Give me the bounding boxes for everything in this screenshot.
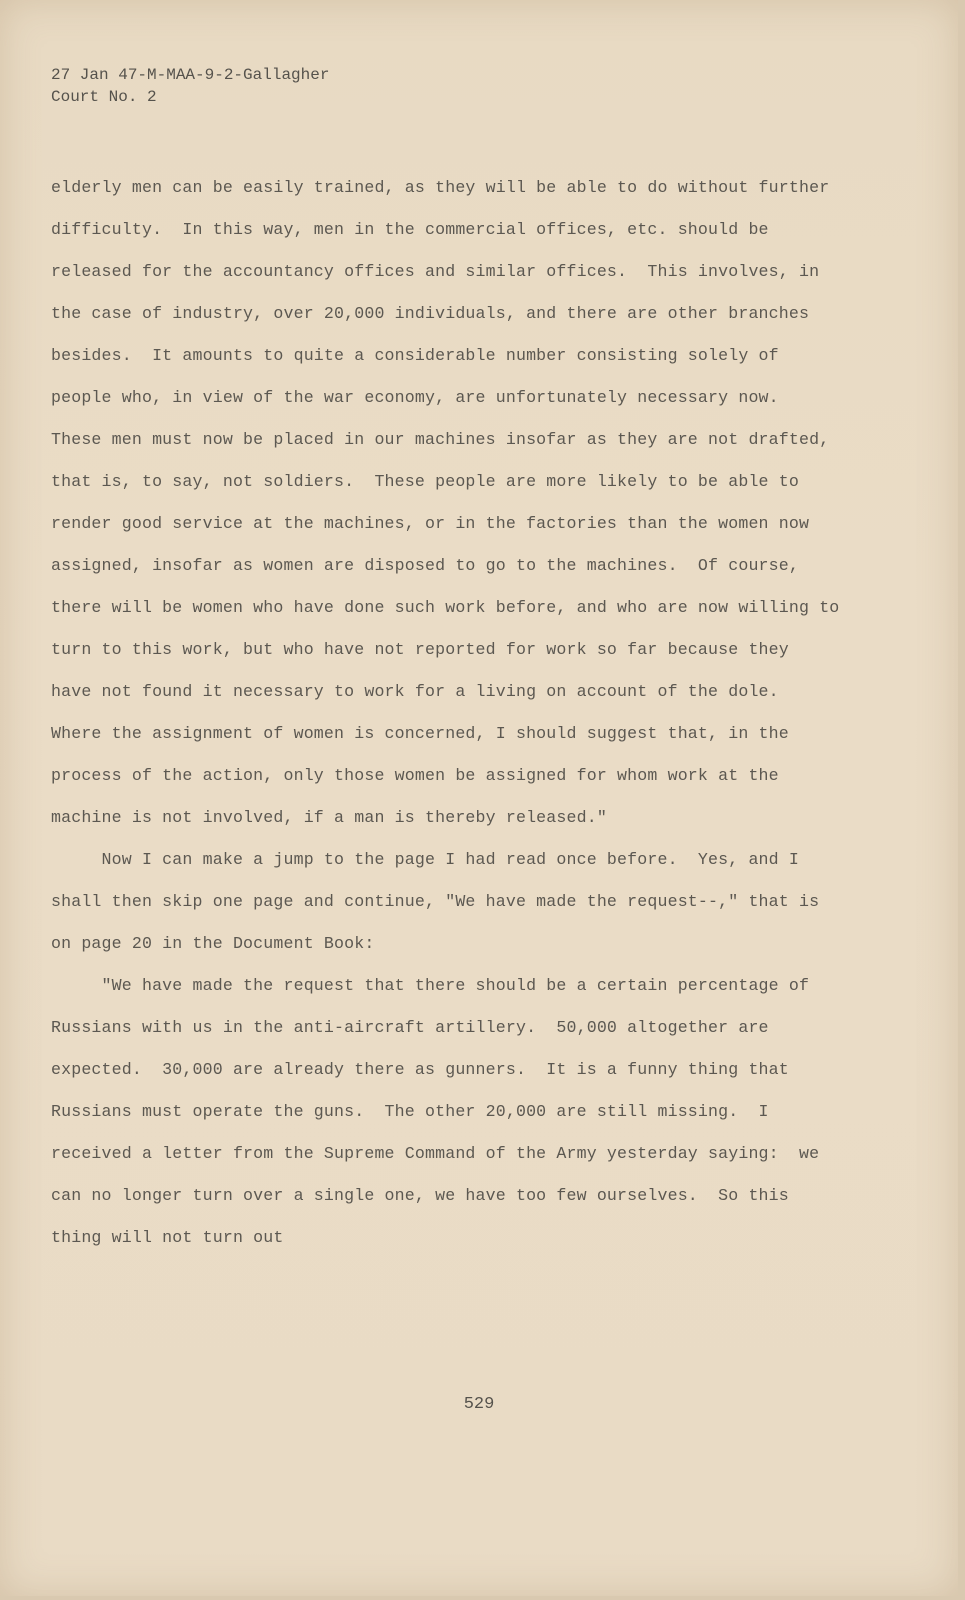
text-line: process of the action, only those women be assigned for whom work at the <box>51 766 779 785</box>
text-line: received a letter from the Supreme Command of the Army yesterday saying: we <box>51 1144 820 1163</box>
text-line: released for the accountancy offices and similar offices. This involves, in <box>51 262 820 281</box>
text-line: Russians with us in the anti-aircraft artillery. 50,000 altogether are <box>51 1018 769 1037</box>
header-line-2: Court No. 2 <box>51 88 157 106</box>
text-line: have not found it necessary to work for a living on account of the dole. <box>51 682 779 701</box>
document-body <box>51 167 931 1259</box>
text-line: shall then skip one page and continue, "We have made the request--," that is <box>51 892 820 911</box>
text-line: assigned, insofar as women are disposed to go to the machines. Of course, <box>51 556 799 575</box>
text-line: These men must now be placed in our machines insofar as they are not drafted, <box>51 430 830 449</box>
header-line-1: 27 Jan 47-M-MAA-9-2-Gallagher <box>51 66 330 84</box>
text-line: Now I can make a jump to the page I had read once before. Yes, and I <box>51 850 799 869</box>
text-line: people who, in view of the war economy, are unfortunately necessary now. <box>51 388 779 407</box>
text-line: expected. 30,000 are already there as gunners. It is a funny thing that <box>51 1060 789 1079</box>
text-line: render good service at the machines, or in the factories than the women now <box>51 514 810 533</box>
text-line: machine is not involved, if a man is thereby released." <box>51 808 607 827</box>
text-line: there will be women who have done such work before, and who are now willing to <box>51 598 840 617</box>
page-number: 529 <box>463 1395 495 1414</box>
text-line: elderly men can be easily trained, as they will be able to do without further <box>51 178 830 197</box>
text-line: besides. It amounts to quite a considerable number consisting solely of <box>51 346 779 365</box>
text-line: "We have made the request that there should be a certain percentage of <box>51 976 810 995</box>
text-line: on page 20 in the Document Book: <box>51 934 375 953</box>
text-line: turn to this work, but who have not reported for work so far because they <box>51 640 789 659</box>
text-line: that is, to say, not soldiers. These people are more likely to be able to <box>51 472 799 491</box>
text-line: the case of industry, over 20,000 individuals, and there are other branches <box>51 304 810 323</box>
text-line: Russians must operate the guns. The other 20,000 are still missing. I <box>51 1102 769 1121</box>
text-line: difficulty. In this way, men in the commercial offices, etc. should be <box>51 220 769 239</box>
document-header <box>51 64 329 108</box>
text-line: Where the assignment of women is concerned, I should suggest that, in the <box>51 724 789 743</box>
text-line: thing will not turn out <box>51 1228 284 1247</box>
text-line: can no longer turn over a single one, we have too few ourselves. So this <box>51 1186 789 1205</box>
